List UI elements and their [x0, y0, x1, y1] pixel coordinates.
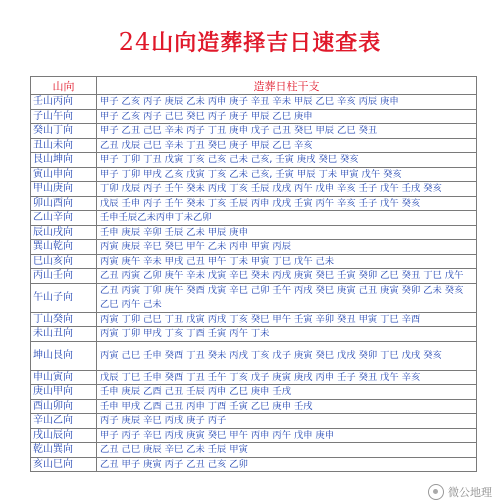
table-row — [31, 414, 477, 429]
table-row — [31, 225, 477, 240]
mountain-direction-cell: 未山丑向 — [31, 327, 97, 342]
watermark-logo-icon — [428, 484, 444, 500]
table-row — [31, 370, 477, 385]
header-mountain-direction: 山向 — [31, 77, 97, 95]
table-row — [31, 283, 477, 312]
day-pillar-cell: 壬申 庚辰 辛卯 壬辰 乙未 甲辰 庚申 — [97, 225, 477, 240]
day-pillar-cell: 丙寅 丁卯 己巳 丁丑 戊寅 丙戌 丁亥 癸巳 甲午 壬寅 辛卯 癸丑 甲寅 丁巳 辛酉 — [97, 312, 477, 327]
mountain-direction-cell: 艮山坤向 — [31, 153, 97, 168]
day-pillar-cell: 丙子 庚辰 辛巳 丙戌 庚子 丙子 — [97, 414, 477, 429]
day-pillar-cell: 壬申 庚辰 乙酉 己丑 壬辰 丙申 乙巳 庚申 壬戌 — [97, 385, 477, 400]
day-pillar-cell: 乙丑 丙寅 丁卯 庚午 癸酉 戊寅 辛巳 己卯 壬午 丙戌 癸巳 庚寅 己丑 庚寅 癸卯 乙未 癸亥 乙巳 丙午 己未 — [97, 283, 477, 312]
day-pillar-cell: 甲子 丙子 辛巳 丙戌 庚寅 癸巳 甲午 丙申 丙午 戊申 庚申 — [97, 428, 477, 443]
watermark-text: 微公地理 — [448, 486, 492, 499]
table-row — [31, 269, 477, 284]
page-title — [0, 26, 500, 57]
day-pillar-cell: 乙丑 丙寅 乙卯 庚午 辛未 戊寅 辛巳 癸未 丙戌 庚寅 癸巳 壬寅 癸卯 乙巳 癸丑 丁巳 戊午 — [97, 269, 477, 284]
mountain-direction-cell: 庚山甲向 — [31, 385, 97, 400]
table-row — [31, 109, 477, 124]
day-pillar-cell: 丙寅 庚午 辛未 甲戌 己丑 甲午 丁未 甲寅 丁巳 戊午 己未 — [97, 254, 477, 269]
day-pillar-cell: 乙丑 甲子 庚寅 丙子 乙丑 己亥 乙卯 — [97, 457, 477, 472]
table-row — [31, 240, 477, 255]
table-row — [31, 327, 477, 342]
mountain-direction-cell: 寅山申向 — [31, 167, 97, 182]
day-pillar-cell: 乙丑 己巳 庚辰 辛巳 乙未 壬辰 甲寅 — [97, 443, 477, 458]
day-pillar-cell: 甲子 丁卯 甲戌 乙亥 戊寅 丁亥 乙未 己亥, 壬寅 甲辰 丁未 甲寅 戊午 癸亥 — [97, 167, 477, 182]
day-pillar-cell: 戊辰 丁巳 壬申 癸酉 丁丑 壬午 丁亥 戊子 庚寅 庚戌 丙申 壬子 癸丑 戊午 辛亥 — [97, 370, 477, 385]
mountain-direction-cell: 丁山癸向 — [31, 312, 97, 327]
mountain-direction-cell: 子山午向 — [31, 109, 97, 124]
day-pillar-cell: 甲子 乙亥 丙子 己巳 癸巳 丙子 庚子 甲辰 乙巳 庚申 — [97, 109, 477, 124]
mountain-direction-cell: 壬山丙向 — [31, 95, 97, 110]
watermark — [428, 484, 492, 500]
table-row — [31, 182, 477, 197]
mountain-direction-cell: 癸山丁向 — [31, 124, 97, 139]
mountain-direction-cell: 亥山巳向 — [31, 457, 97, 472]
table-row — [31, 138, 477, 153]
mountain-direction-cell: 辛山乙向 — [31, 414, 97, 429]
mountain-direction-cell: 申山寅向 — [31, 370, 97, 385]
table-row — [31, 457, 477, 472]
day-pillar-cell: 壬申 甲戌 乙酉 己丑 丙申 丁酉 壬寅 乙巳 庚申 壬戌 — [97, 399, 477, 414]
mountain-direction-cell: 辰山戌向 — [31, 225, 97, 240]
table-body — [31, 95, 477, 472]
table-row — [31, 399, 477, 414]
table-row — [31, 95, 477, 110]
mountain-direction-cell: 卯山酉向 — [31, 196, 97, 211]
table-row — [31, 254, 477, 269]
mountain-direction-cell: 乾山巽向 — [31, 443, 97, 458]
table-row — [31, 153, 477, 168]
table-row — [31, 167, 477, 182]
mountain-direction-cell: 戌山辰向 — [31, 428, 97, 443]
day-pillar-cell: 戊辰 壬申 丙子 壬午 癸未 丁亥 壬辰 丙申 戊戌 壬寅 丙午 辛亥 壬子 戊午 癸亥 — [97, 196, 477, 211]
mountain-direction-cell: 酉山卯向 — [31, 399, 97, 414]
day-pillar-cell: 甲子 丁卯 丁丑 戊寅 丁亥 己亥 己未 己亥, 壬寅 庚戌 癸巳 癸亥 — [97, 153, 477, 168]
mountain-direction-cell: 巽山乾向 — [31, 240, 97, 255]
table-row — [31, 211, 477, 226]
mountain-direction-cell: 坤山艮向 — [31, 341, 97, 370]
mountain-direction-cell: 甲山庚向 — [31, 182, 97, 197]
day-pillar-cell: 乙丑 戊辰 己巳 辛未 丁丑 癸巳 庚子 甲辰 乙巳 辛亥 — [97, 138, 477, 153]
table-row — [31, 341, 477, 370]
table-row — [31, 443, 477, 458]
day-pillar-cell: 甲子 乙亥 丙子 庚辰 乙未 丙申 庚子 辛丑 辛未 甲辰 乙巳 辛亥 丙辰 庚申 — [97, 95, 477, 110]
day-pillar-cell: 丙寅 庚辰 辛巳 癸巳 甲午 乙未 丙申 甲寅 丙辰 — [97, 240, 477, 255]
day-pillar-cell: 丁卯 戊辰 丙子 壬午 癸未 丙戌 丁亥 壬辰 戊戌 丙午 戊申 辛亥 壬子 戊午 壬戌 癸亥 — [97, 182, 477, 197]
table-row — [31, 124, 477, 139]
table-row — [31, 385, 477, 400]
day-pillar-cell: 壬申壬辰乙未丙申丁未乙卯 — [97, 211, 477, 226]
title-number: 24 — [118, 28, 152, 56]
table-row — [31, 428, 477, 443]
mountain-direction-cell: 丑山未向 — [31, 138, 97, 153]
header-day-pillar: 造葬日柱干支 — [97, 77, 477, 95]
mountain-direction-cell: 午山子向 — [31, 283, 97, 312]
day-pillar-cell: 甲子 乙丑 己巳 辛未 丙子 丁丑 庚申 戊子 己丑 癸巳 甲辰 乙巳 癸丑 — [97, 124, 477, 139]
table-header-row — [31, 77, 477, 95]
mountain-direction-cell: 巳山亥向 — [31, 254, 97, 269]
table-row — [31, 312, 477, 327]
mountain-direction-cell: 丙山壬向 — [31, 269, 97, 284]
day-pillar-cell: 丙寅 丁卯 甲戌 丁亥 丁酉 壬寅 丙午 丁未 — [97, 327, 477, 342]
table-row — [31, 196, 477, 211]
day-pillar-cell: 丙寅 己巳 壬申 癸酉 丁丑 癸未 丙戌 丁亥 戊子 庚寅 癸巳 戊戌 癸卯 丁巳 戊戌 癸亥 — [97, 341, 477, 370]
mountain-direction-cell: 乙山辛向 — [31, 211, 97, 226]
date-table — [30, 76, 477, 472]
title-text: 山向造葬择吉日速查表 — [151, 30, 382, 56]
